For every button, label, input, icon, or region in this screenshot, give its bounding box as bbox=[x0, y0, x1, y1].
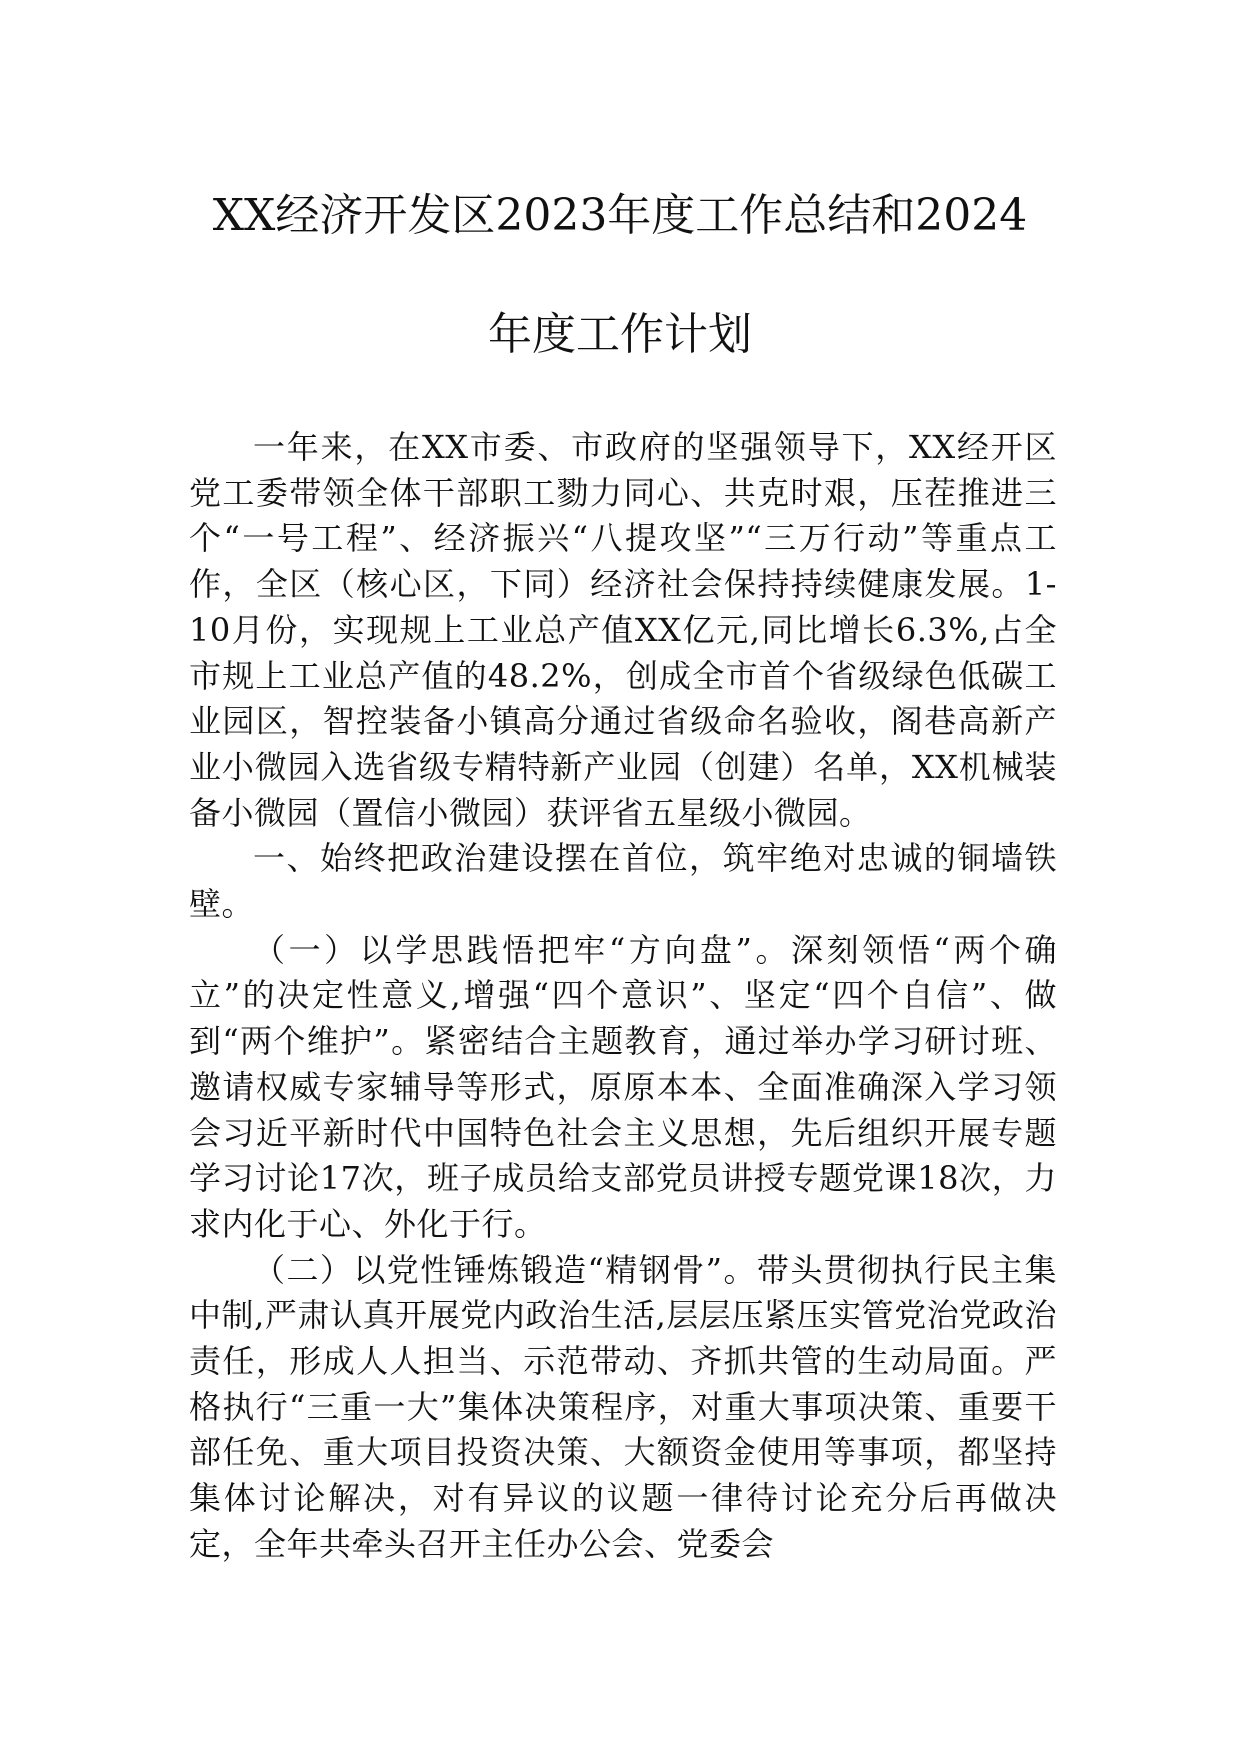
section-heading-1: 一、始终把政治建设摆在首位，筑牢绝对忠诚的铜墙铁壁。 bbox=[189, 839, 1057, 924]
intro-paragraph: 一年来，在XX市委、市政府的坚强领导下，XX经开区党工委带领全体干部职工勠力同心、共克时艰，压茬推进三个“一号工程”、经济振兴“八提攻坚”“三万行动”等重点工作，全区（核心区，下同）经济社会保持持续健康发展。1-10月份，实现规上工业总产值XX亿元,同比增长6.3%,占全市规上工业总产值的48.2%，创成全市首个省级绿色低碳工业园区，智控装备小镇高分通过省级命名验收，阁巷高新产业小微园入选省级专精特新产业园（创建）名单，XX机械装备小微园（置信小微园）获评省五星级小微园。 bbox=[189, 428, 1057, 832]
document-title-line-1: XX经济开发区2023年度工作总结和2024 bbox=[212, 190, 1028, 241]
document-body bbox=[189, 425, 1057, 1568]
document-title-line-2: 年度工作计划 bbox=[488, 309, 752, 360]
subsection-paragraph-1: （一）以学思践悟把牢“方向盘”。深刻领悟“两个确立”的决定性意义,增强“四个意识”、坚定“四个自信”、做到“两个维护”。紧密结合主题教育，通过举办学习研讨班、邀请权威专家辅导等形式，原原本本、全面准确深入学习领会习近平新时代中国特色社会主义思想，先后组织开展专题学习讨论17次，班子成员给支部党员讲授专题党课18次，力求内化于心、外化于行。 bbox=[189, 930, 1057, 1243]
subsection-paragraph-2: （二）以党性锤炼锻造“精钢骨”。带头贯彻执行民主集中制,严肃认真开展党内政治生活,层层压紧压实管党治党政治责任，形成人人担当、示范带动、齐抓共管的生动局面。严格执行“三重一大”集体决策程序，对重大事项决策、重要干部任免、重大项目投资决策、大额资金使用等事项，都坚持集体讨论解决，对有异议的议题一律待讨论充分后再做决定，全年共牵头召开主任办公会、党委会 bbox=[189, 1250, 1057, 1563]
